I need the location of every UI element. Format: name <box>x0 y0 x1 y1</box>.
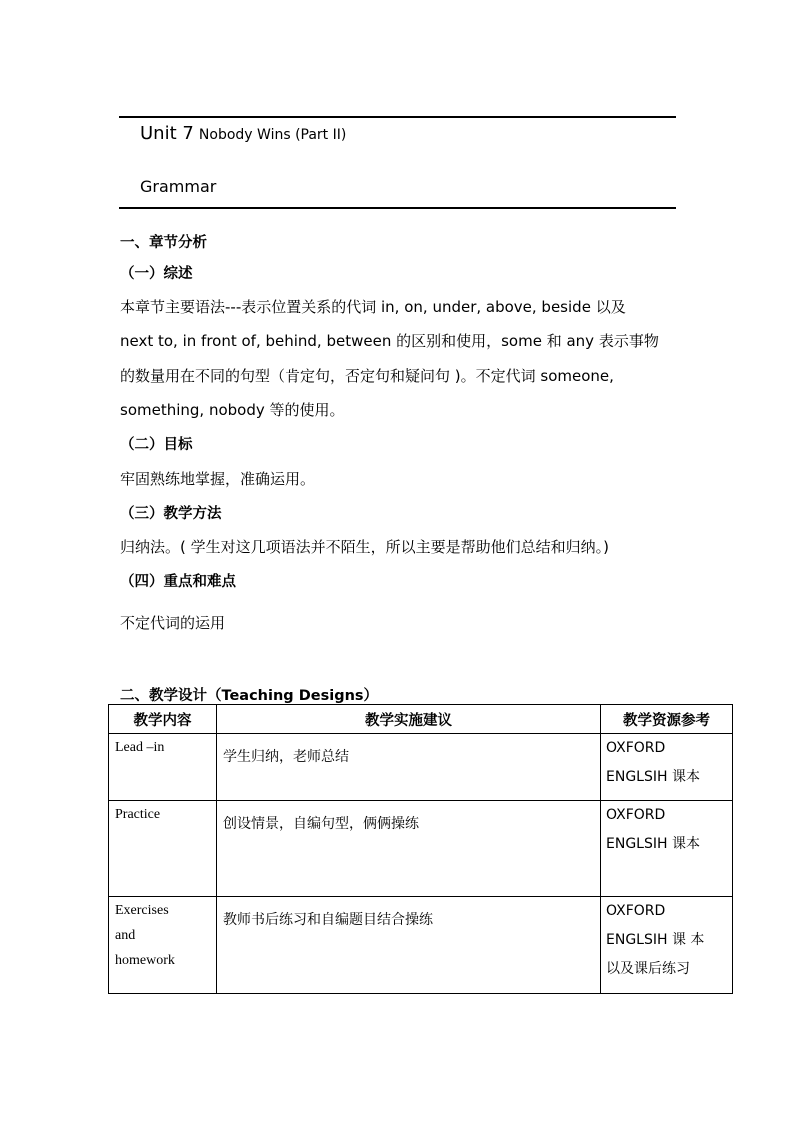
column-header-content: 教学内容 <box>109 705 217 734</box>
overview-heading: （一）综述 <box>120 266 193 282</box>
keypoint-text: 不定代词的运用 <box>120 614 226 632</box>
goal-heading: （二）目标 <box>120 437 193 453</box>
teaching-design-table <box>108 704 733 994</box>
table-row <box>109 897 733 994</box>
column-header-suggestion: 教学实施建议 <box>217 705 601 734</box>
resource-text: OXFORD <box>606 903 666 919</box>
content-text: Practice <box>115 807 161 822</box>
content-cell <box>109 734 217 801</box>
table-row <box>109 734 733 801</box>
content-cell <box>109 801 217 897</box>
overview-line: 本章节主要语法---表示位置关系的代词 in, on, under, above, beside 以及 <box>120 298 626 316</box>
unit-name: Nobody Wins (Part II) <box>198 127 347 143</box>
overview-line: something, nobody 等的使用。 <box>120 401 345 419</box>
resource-text: OXFORD <box>606 807 666 823</box>
suggestion-cell: 学生归纳，老师总结 <box>217 734 601 801</box>
unit-title <box>140 123 346 144</box>
column-header-resource: 教学资源参考 <box>601 705 733 734</box>
content-text: homework <box>115 953 175 968</box>
suggestion-cell: 创设情景，自编句型，俩俩操练 <box>217 801 601 897</box>
resource-text: OXFORD <box>606 740 666 756</box>
keypoint-heading: （四）重点和难点 <box>120 574 236 590</box>
content-text: and <box>115 928 136 943</box>
table-row <box>109 801 733 897</box>
goal-text: 牢固熟练地掌握，准确运用。 <box>120 470 316 488</box>
method-heading: （三）教学方法 <box>120 506 222 522</box>
table-header-row <box>109 705 733 734</box>
resource-text: ENGLSIH 课 本 <box>606 932 705 948</box>
resource-cell <box>601 801 733 897</box>
suggestion-cell: 教师书后练习和自编题目结合操练 <box>217 897 601 994</box>
section2-heading: 二、教学设计（Teaching Designs） <box>120 688 379 704</box>
overview-line: 的数量用在不同的句型（肯定句，否定句和疑问句 )。不定代词 someone, <box>120 367 614 385</box>
resource-text: ENGLSIH 课本 <box>606 769 700 785</box>
resource-cell <box>601 734 733 801</box>
content-cell <box>109 897 217 994</box>
header-bottom-rule <box>119 207 676 209</box>
unit-number: Unit 7 <box>140 123 194 144</box>
content-text: Exercises <box>115 903 169 918</box>
unit-subtitle: Grammar <box>140 177 217 196</box>
content-text: Lead –in <box>115 740 165 755</box>
resource-cell <box>601 897 733 994</box>
section1-heading: 一、章节分析 <box>120 235 207 251</box>
overview-line: next to, in front of, behind, between 的区别和使用，some 和 any 表示事物 <box>120 332 659 350</box>
header-top-rule <box>119 116 676 118</box>
method-text: 归纳法。( 学生对这几项语法并不陌生，所以主要是帮助他们总结和归纳。) <box>120 538 609 556</box>
resource-text: ENGLSIH 课本 <box>606 836 700 852</box>
resource-text: 以及课后练习 <box>606 961 690 977</box>
